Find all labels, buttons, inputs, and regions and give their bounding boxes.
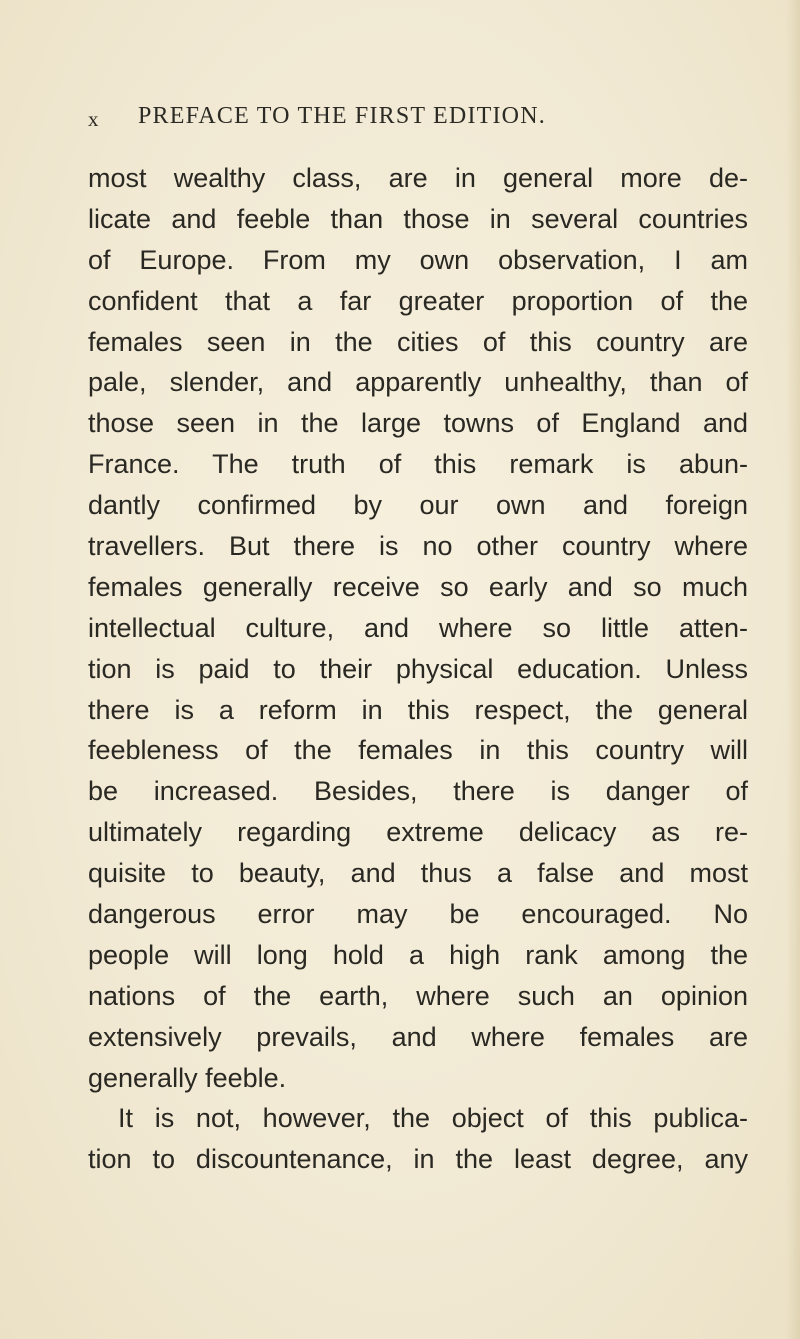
text-line: of Europe. From my own observation, I am — [88, 244, 748, 275]
text-line: extensively prevails, and where females are — [88, 1021, 748, 1052]
text-line: tion is paid to their physical education. Unless — [88, 653, 748, 684]
text-line: most wealthy class, are in general more de- — [88, 163, 748, 193]
text-line: quisite to beauty, and thus a false and most — [88, 858, 748, 889]
running-head — [88, 103, 648, 133]
text-line: France. The truth of this remark is abun- — [88, 449, 748, 480]
text-line: females seen in the cities of this country are — [88, 326, 748, 357]
page-number: x — [88, 107, 100, 131]
body-text — [88, 158, 748, 1180]
text-line: nations of the earth, where such an opinion — [88, 980, 748, 1011]
text-line: confident that a far greater proportion of the — [88, 285, 748, 316]
text-line: there is a reform in this respect, the general — [88, 694, 748, 725]
text-line-indented: It is not, however, the object of this publica- — [118, 1103, 748, 1134]
text-line: those seen in the large towns of England and — [88, 408, 748, 439]
text-line: pale, slender, and apparently unhealthy, than of — [88, 367, 748, 398]
text-line: feebleness of the females in this country will — [88, 735, 748, 766]
text-line: dangerous error may be encouraged. No — [88, 899, 748, 930]
text-line: licate and feeble than those in several countries — [88, 203, 748, 234]
page-edge-shadow — [786, 0, 800, 1339]
text-line: tion to discountenance, in the least degree, any — [88, 1144, 748, 1175]
text-line: be increased. Besides, there is danger of — [88, 776, 748, 807]
text-line: generally feeble. — [88, 1062, 287, 1093]
text-line: people will long hold a high rank among the — [88, 939, 748, 970]
text-line: dantly confirmed by our own and foreign — [88, 490, 748, 521]
text-line: females generally receive so early and so much — [88, 571, 748, 602]
running-head-title: PREFACE TO THE FIRST EDITION. — [138, 103, 546, 129]
text-line: ultimately regarding extreme delicacy as re- — [88, 817, 748, 848]
text-line: travellers. But there is no other country where — [88, 531, 748, 562]
text-line: intellectual culture, and where so little atten- — [88, 612, 748, 643]
